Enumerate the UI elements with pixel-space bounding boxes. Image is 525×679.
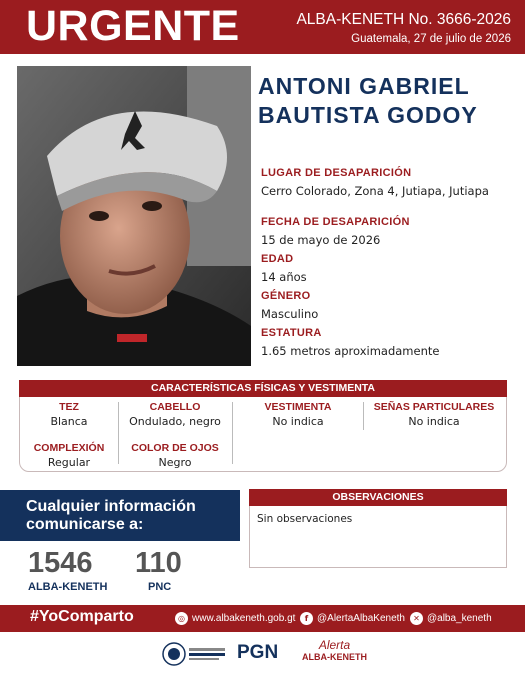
detail-value: Cerro Colorado, Zona 4, Jutiapa, Jutiapa: [261, 184, 489, 198]
x-link[interactable]: [410, 612, 492, 625]
detail-label: FECHA DE DESAPARICIÓN: [261, 216, 410, 228]
detail-fecha: [261, 216, 519, 247]
detail-genero: [261, 290, 519, 321]
detail-estatura: [261, 327, 519, 358]
facebook-icon: f: [300, 612, 313, 625]
person-name-line1: ANTONI GABRIEL: [258, 73, 470, 99]
phone-number-alba[interactable]: 1546: [28, 547, 93, 579]
detail-value: 14 años: [261, 270, 307, 284]
char-senas: [364, 401, 504, 428]
char-label: SEÑAS PARTICULARES: [373, 401, 495, 413]
char-value: Regular: [47, 456, 91, 469]
government-seal-logo: [162, 640, 227, 672]
person-name: [258, 72, 518, 130]
alert-date: Guatemala, 27 de julio de 2026: [351, 33, 511, 45]
detail-label: LUGAR DE DESAPARICIÓN: [261, 167, 412, 179]
detail-value: 1.65 metros aproximadamente: [261, 344, 440, 358]
char-label: COMPLEXIÓN: [33, 442, 105, 454]
detail-label: GÉNERO: [261, 290, 311, 302]
char-label: VESTIMENTA: [264, 401, 332, 413]
detail-value: Masculino: [261, 307, 319, 321]
website-link[interactable]: [175, 612, 295, 625]
char-label: TEZ: [59, 401, 79, 413]
phone-label-pnc: PNC: [148, 581, 172, 593]
characteristics-title: CARACTERÍSTICAS FÍSICAS Y VESTIMENTA: [19, 380, 507, 397]
person-name-line2: BAUTISTA GODOY: [258, 102, 478, 128]
divider: [232, 402, 233, 464]
char-value: Negro: [158, 456, 192, 469]
char-value: No indica: [408, 415, 460, 428]
char-label: CABELLO: [149, 401, 201, 413]
missing-person-photo: [17, 66, 251, 366]
contact-line2: comunicarse a:: [26, 516, 144, 533]
char-vestimenta: [234, 401, 362, 428]
detail-label: ESTATURA: [261, 327, 322, 339]
pgn-logo: PGN: [237, 642, 279, 663]
observations-text: Sin observaciones: [257, 513, 353, 525]
observations-title: OBSERVACIONES: [249, 489, 507, 506]
x-text: @alba_keneth: [427, 613, 492, 624]
website-text: www.albakeneth.gob.gt: [192, 613, 296, 624]
globe-icon: ◎: [175, 612, 188, 625]
divider: [118, 402, 119, 464]
facebook-link[interactable]: [300, 612, 405, 625]
contact-box: [0, 490, 240, 541]
char-complexion: [24, 442, 114, 469]
contact-line1: Cualquier información: [26, 498, 196, 515]
detail-edad: [261, 253, 519, 284]
x-icon: ✕: [410, 612, 423, 625]
facebook-text: @AlertaAlbaKeneth: [317, 613, 405, 624]
detail-value: 15 de mayo de 2026: [261, 233, 381, 247]
detail-label: EDAD: [261, 253, 294, 265]
alert-number: ALBA-KENETH No. 3666-2026: [296, 11, 511, 28]
phone-number-pnc[interactable]: 110: [135, 547, 182, 579]
char-value: Blanca: [50, 415, 88, 428]
phone-label-alba: ALBA-KENETH: [28, 581, 108, 593]
char-value: Ondulado, negro: [129, 415, 221, 428]
detail-lugar: [261, 167, 519, 198]
char-value: No indica: [272, 415, 324, 428]
hashtag: #YoComparto: [30, 608, 134, 625]
urgent-title: URGENTE: [26, 2, 240, 50]
char-label: COLOR DE OJOS: [131, 442, 219, 454]
char-tez: [24, 401, 114, 428]
char-cabello: [120, 401, 230, 428]
char-ojos: [120, 442, 230, 469]
alerta-alba-keneth-logo: Alerta ALBA-KENETH: [302, 638, 367, 662]
